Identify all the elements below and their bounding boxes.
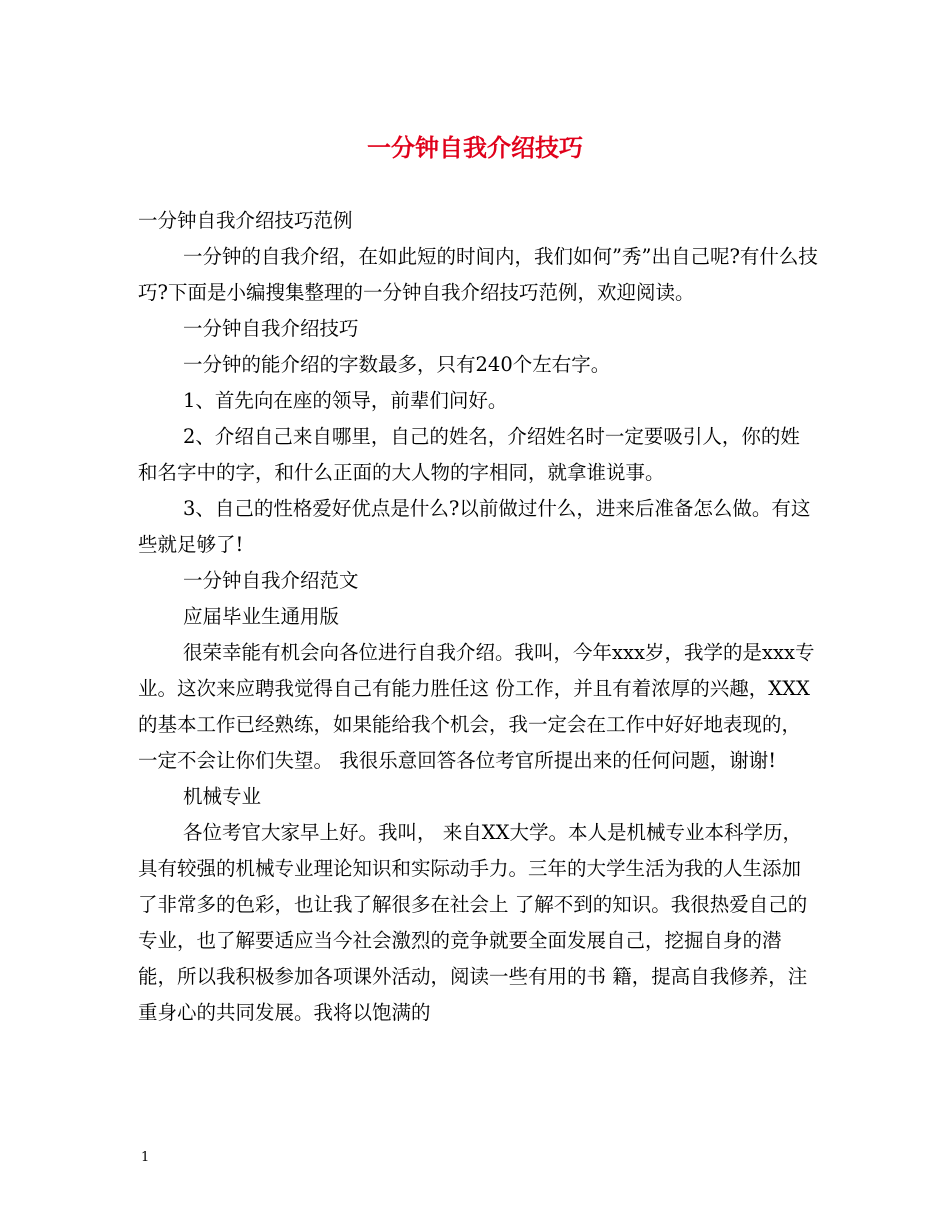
subheading-mechanical: 机械专业 xyxy=(183,785,262,808)
tip-item-3: 3、自己的性格爱好优点是什么?以前做过什么，进来后准备怎么做。有这些就足够了! xyxy=(138,497,811,556)
intro-paragraph: 一分钟的自我介绍，在如此短的时间内，我们如何”秀”出自己呢?有什么技巧?下面是小编搜集整理的一分钟自我介绍技巧范例，欢迎阅读。 xyxy=(138,245,818,304)
section-heading-examples: 一分钟自我介绍技巧范例 xyxy=(138,209,353,232)
page-number: 1 xyxy=(141,1150,150,1165)
section-heading-samples: 一分钟自我介绍范文 xyxy=(183,569,359,592)
word-count-paragraph: 一分钟的能介绍的字数最多，只有240个左右字。 xyxy=(183,353,611,376)
document-title: 一分钟自我介绍技巧 xyxy=(367,133,583,162)
sample-paragraph-mechanical: 各位考官大家早上好。我叫， 来自XX大学。本人是机械专业本科学历，具有较强的机械专业理论知识和实际动手力。三年的大学生活为我的人生添加了非常多的色彩，也让我了解很多在社会上 了解不到的知识。我很热爱自己的专业，也了解要适应当今社会激烈的竞争就要全面发展自己，挖掘自身的潜能，所以我积极参加各项课外活动，阅读一些有用的书 籍，提高自我修养，注重身心的共同发展。我将以饱满的 xyxy=(138,821,808,1024)
subheading-graduates: 应届毕业生通用版 xyxy=(183,605,340,628)
tip-item-2: 2、介绍自己来自哪里，自己的姓名，介绍姓名时一定要吸引人，你的姓和名字中的字，和什么正面的大人物的字相同，就拿谁说事。 xyxy=(138,425,800,484)
sample-paragraph-graduates: 很荣幸能有机会向各位进行自我介绍。我叫，今年xxx岁，我学的是xxx专业。这次来应聘我觉得自己有能力胜任这 份工作，并且有着浓厚的兴趣，XXX的基本工作已经熟练，如果能给我个机会，我一定会在工作中好好地表现的，一定不会让你们失望。 我很乐意回答各位考官所提出来的任何问题，谢谢! xyxy=(138,641,815,772)
document-body xyxy=(138,203,818,1031)
section-heading-tips: 一分钟自我介绍技巧 xyxy=(183,317,359,340)
tip-item-1: 1、首先向在座的领导，前辈们问好。 xyxy=(183,389,508,412)
